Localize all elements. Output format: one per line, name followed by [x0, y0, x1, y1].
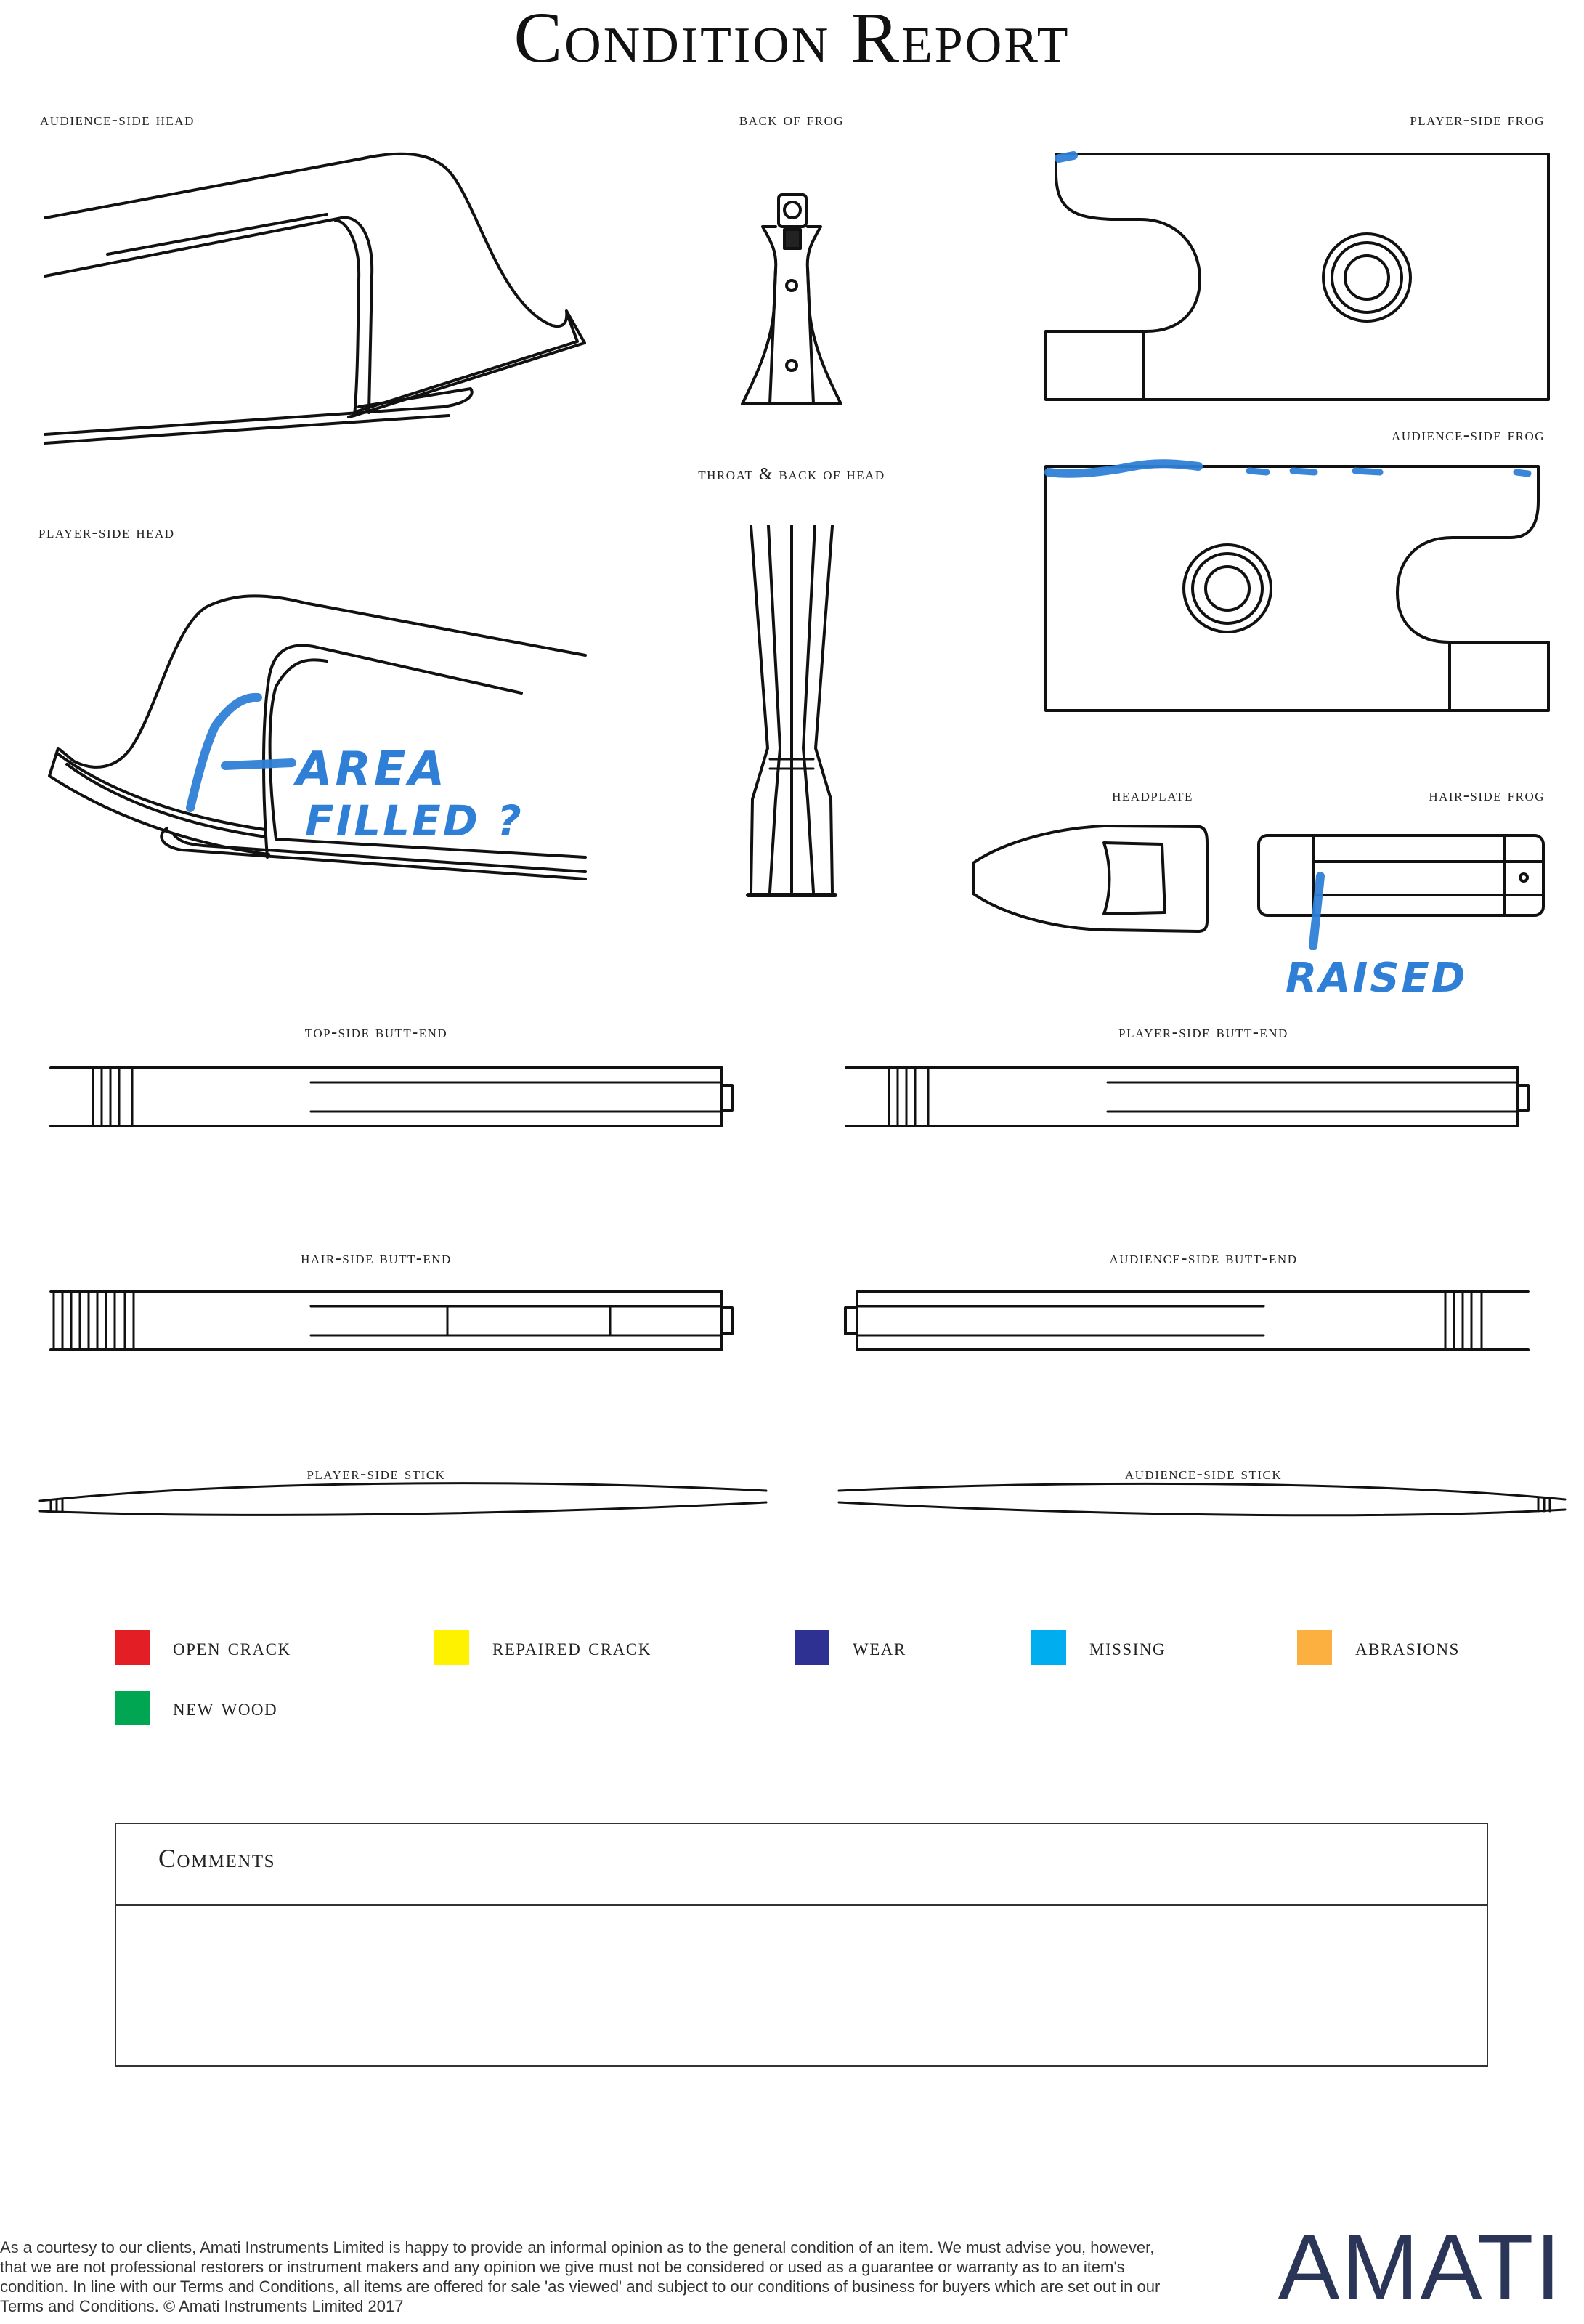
page-title: Condition Report	[513, 0, 1071, 78]
label-audience-side-stick: audience-side stick	[1124, 1465, 1283, 1483]
legend-label: new wood	[173, 1694, 278, 1721]
legend-label: missing	[1089, 1634, 1166, 1661]
legend-repaired-crack	[434, 1630, 651, 1665]
legend-new-wood	[115, 1691, 277, 1725]
label-headplate: headplate	[1112, 786, 1193, 805]
legend-label: open crack	[173, 1634, 291, 1661]
legend-swatch	[1031, 1630, 1066, 1665]
legend-swatch	[115, 1630, 150, 1665]
label-player-side-stick: player-side stick	[306, 1465, 446, 1483]
amati-logo: AMATI	[1278, 2216, 1562, 2320]
legend-swatch	[115, 1691, 150, 1725]
label-audience-side-frog: audience-side frog	[1392, 426, 1545, 445]
legend-label: abrasions	[1355, 1634, 1460, 1661]
label-audience-side-butt-end: audience-side butt-end	[1109, 1249, 1298, 1268]
label-player-side-butt-end: player-side butt-end	[1118, 1023, 1288, 1042]
legend-missing	[1031, 1630, 1166, 1665]
label-hair-side-butt-end: hair-side butt-end	[301, 1249, 452, 1268]
comments-title: Comments	[158, 1844, 276, 1873]
disclaimer-text: As a courtesy to our clients, Amati Instruments Limited is happy to provide an informal opinion as to the general condition of an item. We must advise you, however, that we are not professional restorers or instrument makers and any opinion we give must not be considered or used as a guarantee or warranty as to an item's condition. In line with our Terms and Conditions, all items are offered for sale 'as viewed' and subject to our conditions of business for buyers which are set out in our Terms and Conditions. © Amati Instruments Limited 2017	[0, 2238, 1161, 2315]
label-player-side-frog: player-side frog	[1410, 110, 1545, 129]
legend-swatch	[434, 1630, 469, 1665]
label-hair-side-frog: hair-side frog	[1429, 786, 1545, 805]
legend-abrasions	[1297, 1630, 1460, 1665]
comments-header	[116, 1824, 1487, 1906]
annotation-raised: RAISED	[1286, 955, 1468, 1002]
legend-label: wear	[853, 1634, 906, 1661]
label-throat-back-of-head: throat & back of head	[698, 465, 885, 484]
annotation-filled: FILLED ?	[305, 796, 524, 846]
comments-box	[115, 1823, 1488, 2067]
legend-swatch	[795, 1630, 829, 1665]
legend-swatch	[1297, 1630, 1332, 1665]
legend-label: repaired crack	[492, 1634, 651, 1661]
label-back-of-frog: back of frog	[739, 110, 845, 129]
comments-body[interactable]	[116, 1906, 1487, 2065]
label-audience-side-head: audience-side head	[40, 110, 195, 129]
legend-open-crack	[115, 1630, 291, 1665]
label-player-side-head: player-side head	[38, 523, 175, 542]
label-top-side-butt-end: top-side butt-end	[304, 1023, 448, 1042]
legend-wear	[795, 1630, 906, 1665]
annotation-area: AREA	[296, 742, 448, 796]
